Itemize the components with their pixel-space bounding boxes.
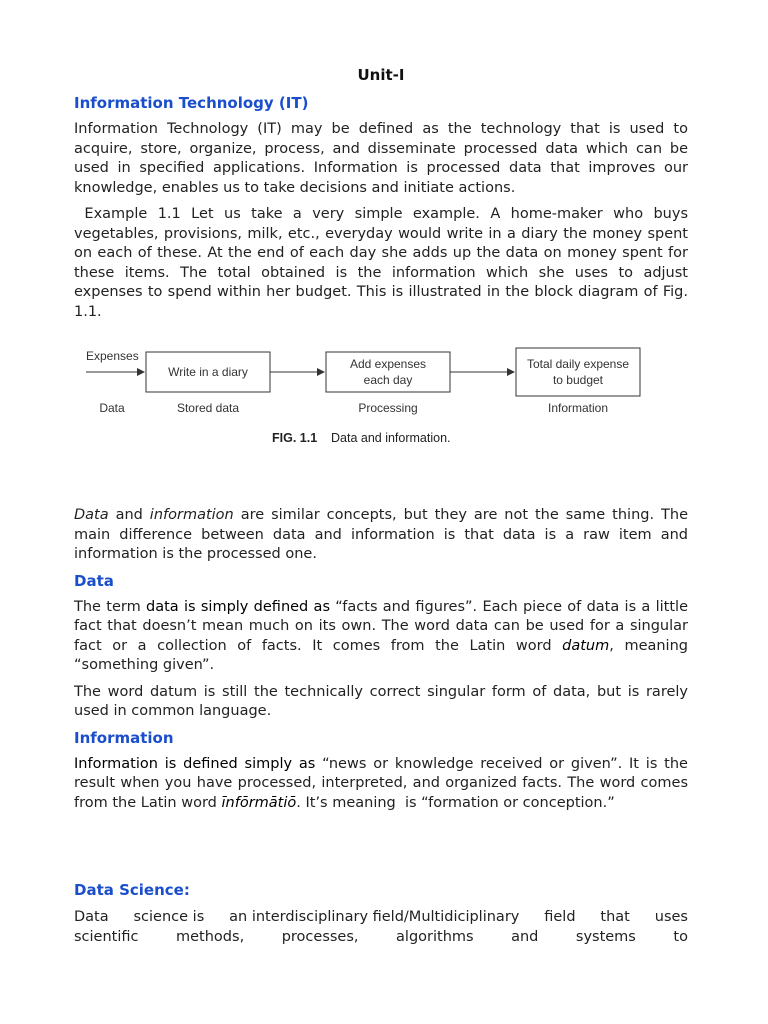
info-p1-latin: īnfōrmātiō [221,794,297,811]
word-and: and [108,507,150,523]
label-processing: Processing [358,401,418,415]
word-data: Data [74,507,109,523]
data-p1-e: , meaning “something given”. [74,637,688,673]
figure-caption-number: FIG. 1.1 [272,431,318,445]
heading-data: Data [74,571,114,590]
box-total-line1: Total daily expense [526,357,630,371]
ds-word: an interdisciplinary field/Multidiciplinary [229,909,520,925]
data-p1-b: data is simply defined as [146,598,330,615]
data-vs-information-paragraph [74,506,688,565]
heading-information: Information [74,728,174,747]
heading-information-technology: Information Technology (IT) [74,94,309,112]
word-information: information [149,507,234,523]
figure-caption-text: Data and information. [331,431,451,445]
info-p1-b: “news or knowledge received or given”. It is the result when you have processed, interpreted, and organized facts. The word comes from the Latin word [74,755,688,811]
it-paragraph-1: Information Technology (IT) may be defined as the technology that is used to acquire, store, organize, process, and disseminate processed data which can be used in specified applications. Information is processed data that improves our knowledge, enables us to take decisions and initiate actions. [74,121,688,196]
ds-word: uses [654,909,688,925]
box-add-expenses-line1: Add expenses [349,357,427,371]
info-p1-d: . It’s meaning is “formation or conception.” [296,794,615,811]
unit-title: Unit-I [357,66,405,84]
data-p1-c: “facts and figures”. Each piece of data is a little fact that doesn’t mean much on its own. The word data can be used for a singular fact or a collection of facts. It comes from the Latin word [74,598,688,654]
ds-word: and [511,929,539,945]
it-example-paragraph: Example 1.1 Let us take a very simple example. A home-maker who buys vegetables, provisions, milk, etc., everyday would write in a diary the money spent on each of these. At the end of each day she adds up the data on money spent for these items. The total obtained is the information which she uses to adjust expenses to spend within her budget. This is illustrated in the block diagram of Fig. 1.1. [74,206,693,320]
document-page [74,62,693,947]
information-paragraph [74,755,688,814]
block-diagram [82,344,682,494]
figure-1-1 [74,344,688,494]
ds-word: methods, [176,929,245,945]
data-p1-datum: datum [562,637,610,654]
label-data: Data [99,401,125,415]
ds-word: scientific [74,929,139,945]
ds-word: processes, [281,929,359,945]
box-add-expenses-line2: each day [363,373,413,387]
data-science-line-1 [74,907,688,927]
ds-word: systems [575,929,636,945]
data-p1-a: The term [74,598,147,615]
data-science-line-2 [74,927,688,947]
info-p1-a: Information is defined simply as [74,755,316,772]
box-total-line2: to budget [552,373,604,387]
ds-word: algorithms [396,929,474,945]
data-paragraph-2: The word datum is still the technically correct singular form of data, but is rarely used in common language. [74,683,688,719]
ds-word: science is [133,909,205,925]
data-paragraph-1 [74,598,688,676]
label-information: Information [547,401,609,415]
ds-word: that [600,909,630,925]
box-write-diary-label: Write in a diary [168,365,248,379]
ds-word: to [673,929,688,945]
label-expenses: Expenses [86,349,139,363]
data-vs-information-rest: are similar concepts, but they are not the same thing. The main difference between data and information is that data is a raw item and information is the processed one. [74,507,688,562]
label-stored-data: Stored data [176,401,240,415]
ds-word: Data [74,909,109,925]
heading-data-science: Data Science: [74,881,190,899]
ds-word: field [544,909,576,925]
box-total [516,348,640,396]
